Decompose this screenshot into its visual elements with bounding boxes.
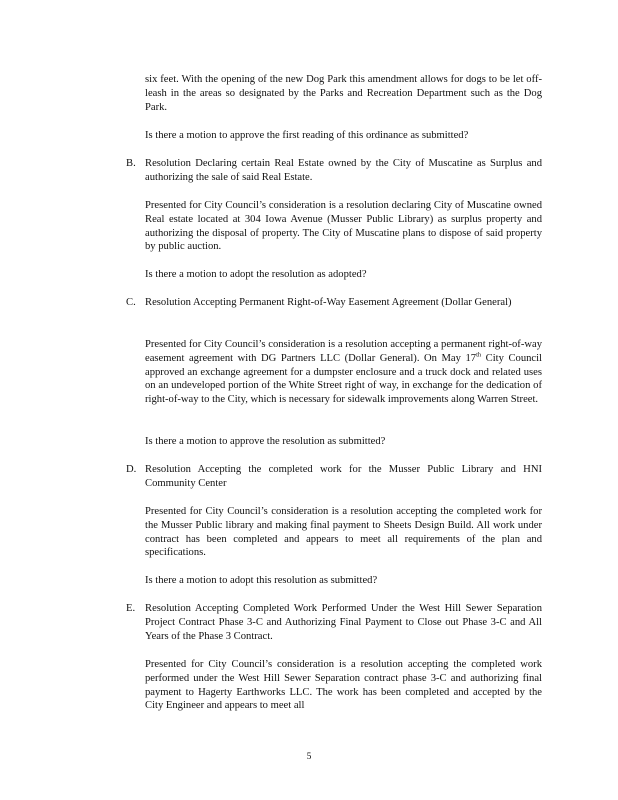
item-b-body: Presented for City Council’s consideration is a resolution declaring City of Muscatine owned Real estate located at 304 Iowa Avenue (Musser Public Library) as surplus property and authorizing the disposal of property. The City of Muscatine plans to dispose of said property by public auction. — [145, 200, 542, 253]
item-c-question: Is there a motion to approve the resolution as submitted? — [145, 436, 386, 447]
item-e-letter: E. — [126, 603, 136, 614]
item-c-body-part2: City Council approved an exchange agreement for a dumpster enclosure and a truck dock and related uses on an undeveloped portion of the White Street right of way, in exchange for the dedication of right-of-way to the City, which is necessary for sidewalk improvements along Warren Street. — [145, 352, 543, 406]
item-c-body — [145, 338, 542, 407]
item-d-title: Resolution Accepting the completed work for the Musser Public Library and HNI Community Center — [145, 464, 542, 489]
item-b-question: Is there a motion to adopt the resolution as adopted? — [145, 269, 367, 280]
intro-paragraph: six feet. With the opening of the new Dog Park this amendment allows for dogs to be let off-leash in the areas so designated by the Parks and Recreation Department such as the Dog Park. — [145, 74, 542, 113]
item-b-title: Resolution Declaring certain Real Estate owned by the City of Muscatine as Surplus and authorizing the sale of said Real Estate. — [145, 158, 542, 183]
item-e-body: Presented for City Council’s consideration is a resolution accepting the completed work performed under the West Hill Sewer Separation contract phase 3-C and authorizing final payment to Hagerty Earthworks LLC. The work has been completed and accepted by the City Engineer and appears to meet all — [145, 659, 542, 712]
item-e-title: Resolution Accepting Completed Work Performed Under the West Hill Sewer Separation Project Contract Phase 3-C and Authorizing Final Payment to Close out Phase 3-C and All Years of the Phase 3 Contract. — [145, 603, 542, 642]
item-c-body-part1: Presented for City Council’s consideration is a resolution accepting a permanent right-of-way easement agreement with DG Partners LLC (Dollar General). On May 17 — [145, 339, 542, 364]
item-d-body: Presented for City Council’s consideration is a resolution accepting the completed work for the Musser Public library and making final payment to Sheets Design Build. All work under contract has been completed and appears to meet all requirements of the plan and specifications. — [145, 506, 542, 559]
intro-question: Is there a motion to approve the first reading of this ordinance as submitted? — [145, 130, 469, 141]
item-c-title: Resolution Accepting Permanent Right-of-Way Easement Agreement (Dollar General) — [145, 297, 512, 308]
item-c-body-sup: th — [476, 351, 482, 359]
item-d-letter: D. — [126, 464, 137, 475]
item-d-question: Is there a motion to adopt this resolution as submitted? — [145, 575, 378, 586]
page-number: 5 — [306, 752, 312, 762]
item-c-letter: C. — [126, 297, 136, 308]
item-b-letter: B. — [126, 158, 136, 169]
